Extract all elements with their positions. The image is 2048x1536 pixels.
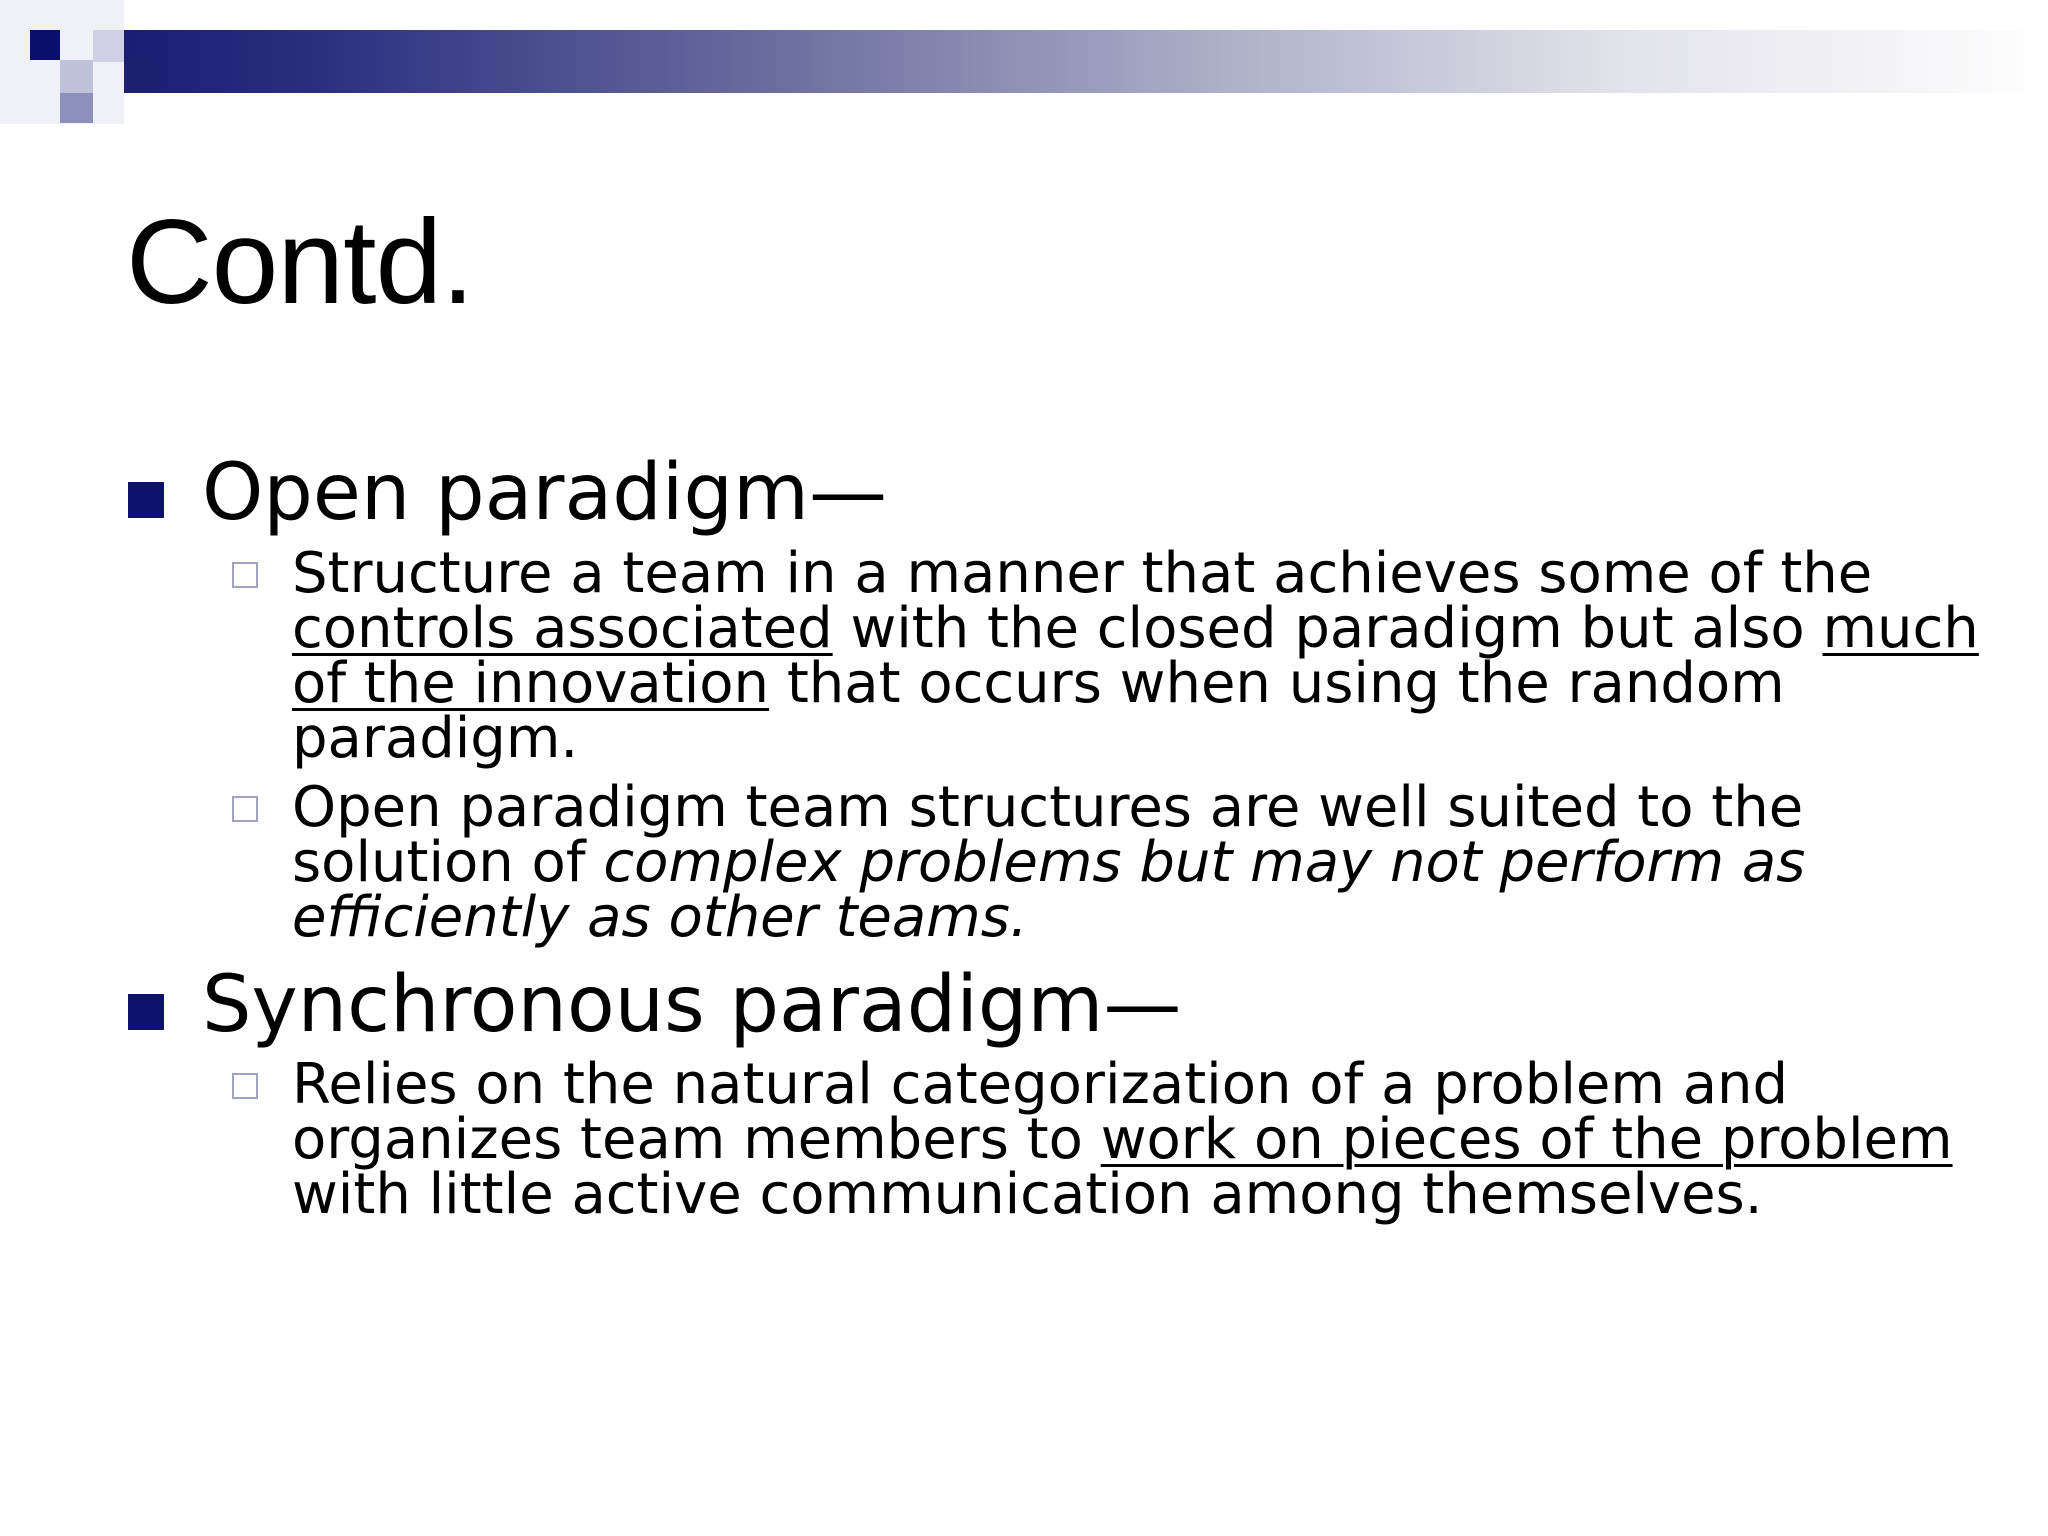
corner-square-lavender <box>60 60 93 93</box>
text-run: Open paradigm team structures are well suited to the solution of <box>292 775 1804 895</box>
hollow-square-bullet-icon <box>232 1073 258 1099</box>
corner-square-dark <box>124 60 154 93</box>
sub-bullet-text <box>292 541 2012 771</box>
hollow-square-bullet-icon <box>232 562 258 588</box>
text-run: Structure a team in a manner that achieves some of the <box>292 541 1873 606</box>
header-gradient-bar <box>86 30 2048 93</box>
underlined-phrase: controls associated <box>292 596 833 661</box>
square-bullet-icon <box>128 994 164 1030</box>
bullet-heading: Synchronous paradigm— <box>202 960 1182 1050</box>
sub-bullet-text <box>292 1052 2012 1227</box>
underlined-phrase: work on pieces of the problem <box>1100 1107 1953 1172</box>
sub-bullet-text <box>292 775 2012 950</box>
corner-square-mid <box>60 93 93 123</box>
text-run: with little active communication among themselves. <box>292 1162 1763 1227</box>
underlined-phrase: much of the innovation <box>292 596 1979 716</box>
text-run: Relies on the natural categorization of a problem and organizes team members to <box>292 1052 1789 1172</box>
slide-title: Contd. <box>126 195 474 329</box>
corner-square-navy <box>30 30 60 60</box>
italic-phrase: complex problems but may not perform as efficiently as other teams. <box>292 830 1806 950</box>
hollow-square-bullet-icon <box>232 796 258 822</box>
text-run: that occurs when using the random paradigm. <box>292 651 1785 771</box>
bullet-heading: Open paradigm— <box>202 448 887 538</box>
square-bullet-icon <box>128 482 164 518</box>
corner-square-pale <box>93 30 124 62</box>
text-run: with the closed paradigm but also <box>832 596 1823 661</box>
